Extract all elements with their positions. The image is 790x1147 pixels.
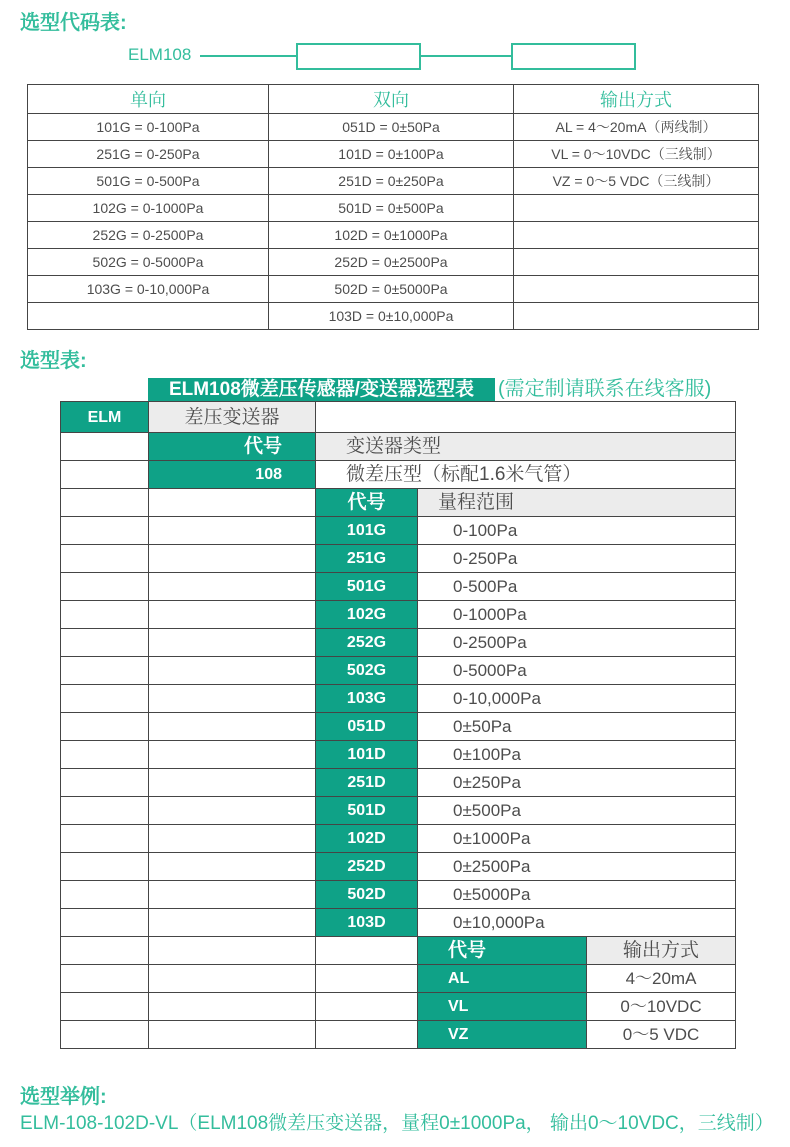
col-header-output-mode: 输出方式 <box>514 85 759 114</box>
table-row <box>61 741 736 769</box>
table-row <box>61 685 736 713</box>
banner-title: ELM108微差压传感器/变送器选型表 <box>148 378 495 401</box>
table-row <box>28 303 759 330</box>
empty-cell <box>61 433 149 461</box>
range-value: 0-500Pa <box>418 573 736 601</box>
table-row <box>61 797 736 825</box>
range-code: 252G <box>316 629 418 657</box>
range-value: 0±250Pa <box>418 769 736 797</box>
empty-cell <box>61 461 149 489</box>
empty-cell <box>61 853 149 881</box>
brand-label: 差压变送器 <box>149 402 316 433</box>
range-code: 501G <box>316 573 418 601</box>
brand-row <box>61 402 736 433</box>
cell: 252G = 0-2500Pa <box>28 222 269 249</box>
empty-cell <box>149 601 316 629</box>
cell: 501G = 0-500Pa <box>28 168 269 195</box>
cell: VL = 0～10VDC（三线制） <box>514 141 759 168</box>
empty-cell <box>316 1021 418 1049</box>
range-code: 103G <box>316 685 418 713</box>
empty-cell <box>149 937 316 965</box>
cell <box>514 249 759 276</box>
empty-cell <box>61 601 149 629</box>
empty-cell <box>316 937 418 965</box>
range-code: 501D <box>316 797 418 825</box>
empty-cell <box>61 797 149 825</box>
cell: 102D = 0±1000Pa <box>269 222 514 249</box>
example-heading: 选型举例: <box>20 1086 107 1108</box>
selection-table-heading: 选型表: <box>20 350 87 372</box>
empty-cell <box>61 741 149 769</box>
empty-cell <box>61 545 149 573</box>
range-code-box <box>296 43 421 70</box>
cell: 502D = 0±5000Pa <box>269 276 514 303</box>
range-code: 502G <box>316 657 418 685</box>
range-value: 0±1000Pa <box>418 825 736 853</box>
code-table-header-row <box>28 85 759 114</box>
output-header-row <box>61 937 736 965</box>
table-row <box>28 168 759 195</box>
table-row <box>61 545 736 573</box>
range-value-header: 量程范围 <box>418 489 736 517</box>
output-value: 0～5 VDC <box>587 1021 736 1049</box>
connector-line <box>200 55 296 57</box>
range-value: 0±500Pa <box>418 797 736 825</box>
empty-cell <box>61 517 149 545</box>
table-row <box>28 222 759 249</box>
table-row <box>61 881 736 909</box>
empty-cell <box>149 545 316 573</box>
table-row <box>28 141 759 168</box>
type-value-header: 变送器类型 <box>316 433 736 461</box>
cell <box>514 276 759 303</box>
cell: 103D = 0±10,000Pa <box>269 303 514 330</box>
col-header-bidirectional: 双向 <box>269 85 514 114</box>
empty-cell <box>149 797 316 825</box>
type-value: 微差压型（标配1.6米气管） <box>316 461 736 489</box>
table-row <box>61 965 736 993</box>
table-row <box>61 629 736 657</box>
empty-cell <box>149 713 316 741</box>
type-header-row <box>61 433 736 461</box>
empty-cell <box>61 965 149 993</box>
empty-cell <box>149 1021 316 1049</box>
selection-table <box>60 401 736 1049</box>
empty-cell <box>149 629 316 657</box>
table-row <box>28 276 759 303</box>
empty-cell <box>149 657 316 685</box>
table-row <box>61 993 736 1021</box>
range-code-header: 代号 <box>316 489 418 517</box>
table-row <box>61 601 736 629</box>
table-row <box>61 657 736 685</box>
empty-cell <box>61 489 149 517</box>
range-value: 0±50Pa <box>418 713 736 741</box>
table-row <box>28 114 759 141</box>
range-code: 102D <box>316 825 418 853</box>
range-code: 102G <box>316 601 418 629</box>
empty-cell <box>61 629 149 657</box>
table-row <box>61 909 736 937</box>
empty-cell <box>61 881 149 909</box>
brand-code: ELM <box>61 402 149 433</box>
output-value-header: 输出方式 <box>587 937 736 965</box>
selection-table-banner <box>148 378 711 401</box>
example-line: ELM-108-102D-VL（ELM108微差压变送器，量程0±1000Pa， 输出0～10VDC，三线制） <box>20 1113 774 1134</box>
range-value: 0±100Pa <box>418 741 736 769</box>
output-code: AL <box>418 965 587 993</box>
empty-cell <box>316 965 418 993</box>
code-table-heading: 选型代码表: <box>20 12 127 34</box>
empty-cell <box>149 769 316 797</box>
col-header-unidirectional: 单向 <box>28 85 269 114</box>
cell: 103G = 0-10,000Pa <box>28 276 269 303</box>
empty-cell <box>149 853 316 881</box>
cell <box>28 303 269 330</box>
empty-cell <box>149 881 316 909</box>
output-value: 0～10VDC <box>587 993 736 1021</box>
range-code: 103D <box>316 909 418 937</box>
table-row <box>61 573 736 601</box>
range-value: 0±2500Pa <box>418 853 736 881</box>
type-code-header: 代号 <box>149 433 316 461</box>
empty-cell <box>61 713 149 741</box>
type-row <box>61 461 736 489</box>
empty-cell <box>316 993 418 1021</box>
range-value: 0-100Pa <box>418 517 736 545</box>
range-code: 251G <box>316 545 418 573</box>
empty-cell <box>61 685 149 713</box>
empty-cell <box>61 825 149 853</box>
table-row <box>61 825 736 853</box>
cell: 102G = 0-1000Pa <box>28 195 269 222</box>
range-value: 0±10,000Pa <box>418 909 736 937</box>
cell: 101D = 0±100Pa <box>269 141 514 168</box>
connector-line <box>419 55 511 57</box>
empty-cell <box>149 685 316 713</box>
cell <box>514 222 759 249</box>
empty-cell <box>61 769 149 797</box>
model-label: ELM108 <box>128 45 192 64</box>
range-code: 051D <box>316 713 418 741</box>
empty-cell <box>149 965 316 993</box>
empty-cell <box>149 909 316 937</box>
cell: AL = 4～20mA（两线制） <box>514 114 759 141</box>
cell: 101G = 0-100Pa <box>28 114 269 141</box>
code-table <box>27 84 759 330</box>
range-value: 0-10,000Pa <box>418 685 736 713</box>
empty-cell <box>149 825 316 853</box>
range-value: 0-2500Pa <box>418 629 736 657</box>
table-row <box>61 1021 736 1049</box>
range-code: 251D <box>316 769 418 797</box>
empty-cell <box>61 993 149 1021</box>
output-code-header: 代号 <box>418 937 587 965</box>
table-row <box>28 249 759 276</box>
empty-cell <box>149 993 316 1021</box>
cell: 502G = 0-5000Pa <box>28 249 269 276</box>
output-value: 4～20mA <box>587 965 736 993</box>
table-row <box>61 713 736 741</box>
range-code: 502D <box>316 881 418 909</box>
empty-cell <box>61 657 149 685</box>
table-row <box>61 769 736 797</box>
cell: VZ = 0～5 VDC（三线制） <box>514 168 759 195</box>
cell: 501D = 0±500Pa <box>269 195 514 222</box>
banner-note: (需定制请联系在线客服) <box>498 378 712 400</box>
cell: 251D = 0±250Pa <box>269 168 514 195</box>
range-value: 0-250Pa <box>418 545 736 573</box>
empty-cell <box>61 937 149 965</box>
empty-cell <box>149 573 316 601</box>
range-code: 252D <box>316 853 418 881</box>
empty-cell <box>149 741 316 769</box>
cell <box>514 195 759 222</box>
empty-cell <box>149 517 316 545</box>
type-code: 108 <box>149 461 316 489</box>
range-value: 0-1000Pa <box>418 601 736 629</box>
range-value: 0±5000Pa <box>418 881 736 909</box>
output-code: VL <box>418 993 587 1021</box>
empty-cell <box>61 1021 149 1049</box>
table-row <box>61 517 736 545</box>
output-code-box <box>511 43 636 70</box>
range-value: 0-5000Pa <box>418 657 736 685</box>
empty-cell <box>61 909 149 937</box>
table-row <box>61 853 736 881</box>
empty-cell <box>61 573 149 601</box>
cell: 252D = 0±2500Pa <box>269 249 514 276</box>
range-header-row <box>61 489 736 517</box>
cell: 051D = 0±50Pa <box>269 114 514 141</box>
cell: 251G = 0-250Pa <box>28 141 269 168</box>
cell <box>514 303 759 330</box>
empty-cell <box>149 489 316 517</box>
table-row <box>28 195 759 222</box>
output-code: VZ <box>418 1021 587 1049</box>
range-code: 101D <box>316 741 418 769</box>
range-code: 101G <box>316 517 418 545</box>
empty-cell <box>316 402 736 433</box>
